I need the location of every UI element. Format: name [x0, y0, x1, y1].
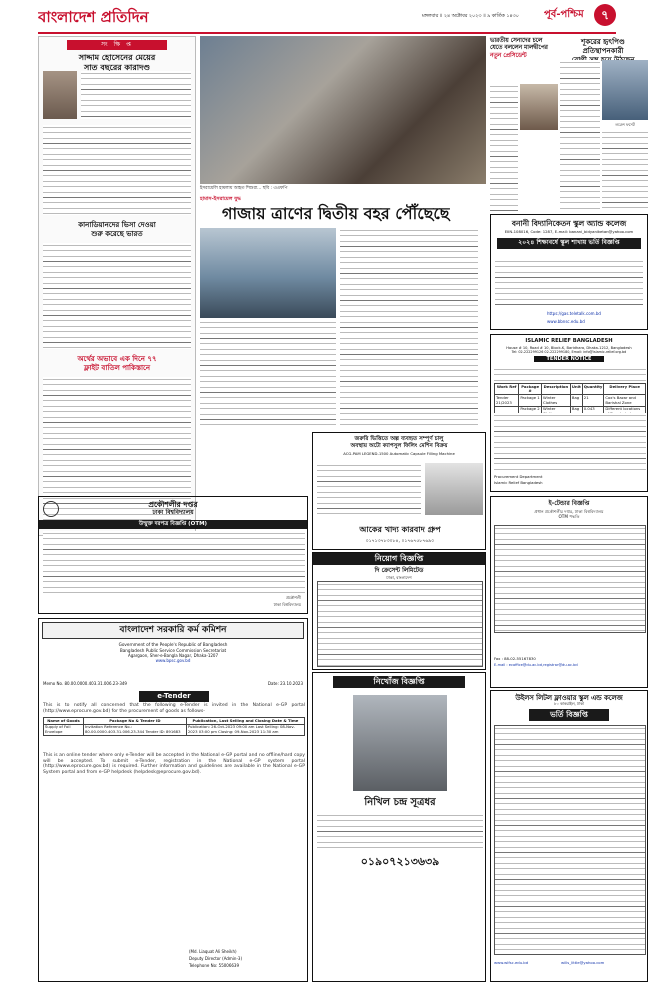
- du-etender-ad: [490, 496, 648, 688]
- table-row: [495, 395, 646, 406]
- flights-headline-line2: ফ্লাইট বাতিল পাকিস্তানে: [84, 364, 150, 372]
- bpsc-cell: Publication: 26-Oct-2023 09:00 am Last Selling: 08-Nov-2023 03:00 pm Closing: 09-Nov-2023 11:30 am: [186, 724, 304, 735]
- maldives-photo: [520, 84, 558, 130]
- bpsc-memo: Memo No. 80.00.0000.403.31.006.23-349: [43, 681, 127, 686]
- irb-cell: Winter: [541, 406, 570, 417]
- du-sign2: ঢাকা বিশ্ববিদ্যালয়: [273, 602, 301, 607]
- etender-title: ই-টেন্ডার বিজ্ঞপ্তি: [548, 500, 590, 507]
- capsule-machine-ad: [312, 432, 486, 550]
- gaza-photo-caption: ইসরায়েলি হামলায় আহত শিশুরা... ছবি : এএফপি: [200, 186, 288, 191]
- maldives-headline-text: ভারতীয় সেনাদের চলে যেতে বললেন মালদ্বীপের: [490, 38, 548, 52]
- bpsc-header2: Bangladesh Public Service Commission Secretariat: [119, 647, 227, 653]
- gaza-truck-photo: [200, 228, 336, 318]
- pig-caption: লরেন্স ফসেট: [615, 122, 635, 127]
- du-banner: উন্মুক্ত দরপত্র বিজ্ঞপ্তি (OTM): [39, 520, 307, 529]
- recruit-table: [317, 581, 483, 667]
- banani-site-link[interactable]: www.bbnsc.edu.bd: [547, 319, 585, 324]
- page-number: ৭: [594, 4, 616, 26]
- irb-col: Work Ref: [495, 384, 519, 395]
- brief-headline-line1: সাদ্দাম হোসেনের মেয়ের: [78, 52, 156, 62]
- akher-text: [317, 463, 421, 519]
- banani-banner: ২০২৪ শিক্ষাবর্ষে স্কুল শাখায় ভর্তি বিজ্ঞপ্তি: [497, 238, 641, 249]
- recruit-ad: [312, 552, 486, 670]
- bpsc-intro: This is to notify all concerned that the following e-Tender is invited in the National e-GP portal (http://www.eprocure.gov.bd) for the procurement of goods as follows-: [43, 703, 305, 714]
- irb-cell: 0.043: [582, 406, 604, 417]
- bpsc-sig2: Deputy Director (Admin-3): [189, 956, 243, 961]
- irb-col: Description: [541, 384, 570, 395]
- masthead-rule: [38, 32, 616, 34]
- akher-banner: জরুরি ভিত্তিতে অল্প ব্যবহৃত সম্পূর্ণ চালু: [354, 436, 444, 442]
- akher-phone: ০১৭১৩৭৮৩০৮৪, ০১৭৬৭৫৮৭৬৯০: [365, 539, 435, 544]
- bpsc-sig3: Telephone No: 55006639: [189, 963, 240, 968]
- irb-sign: Procurement Department: [494, 474, 543, 479]
- recruit-banner: নিয়োগ বিজ্ঞপ্তি: [313, 553, 485, 565]
- bpsc-header3: Agargaon, Sher-e-Bangla Nagar, Dhaka-1207: [127, 652, 219, 658]
- wills-title: উইলস লিটল ফ্লাওয়ার স্কুল এন্ড কলেজ: [515, 694, 623, 702]
- section-name: পূর্ব-পশ্চিম: [544, 9, 584, 20]
- irb-addr: House # 10, Road # 10, Block-K, Baridhara, Dhaka-1212, Bangladesh: [506, 345, 632, 350]
- banani-title: বনানী বিদ্যানিকেতন স্কুল অ্যান্ড কলেজ: [511, 219, 627, 228]
- islamic-relief-ad: [490, 334, 648, 492]
- bpsc-table: [43, 717, 305, 736]
- irb-col: Unit: [570, 384, 582, 395]
- flights-headline-line1: অর্থের অভাবে এক দিনে ৭৭: [77, 355, 157, 363]
- missing-person-ad: [312, 672, 486, 982]
- banani-gov-link[interactable]: https://gas.teletalk.com.bd: [547, 311, 601, 316]
- bpsc-web[interactable]: www.bpsc.gov.bd: [155, 657, 191, 663]
- irb-sign2: Islamic Relief Bangladesh: [494, 480, 543, 485]
- wills-banner: ভর্তি বিজ্ঞপ্তি: [529, 709, 609, 720]
- brief-text-2: [43, 125, 191, 215]
- etender-table: [494, 525, 646, 633]
- brief-headline-line2: সাত বছরের কারাদণ্ড: [83, 62, 151, 72]
- canada-headline-line2: শুরু করেছে ভারত: [91, 230, 143, 238]
- etender-email: E-mail : ecoffice@du.ac.bd,registrar@du.ac.bd: [494, 663, 578, 667]
- akher-brand: আকের খাদ্য কারবাদ গ্রুপ: [359, 525, 441, 534]
- irb-cell: Winter Clothes: [541, 395, 570, 406]
- brief-headline: [39, 53, 195, 73]
- bpsc-header: Government of the People's Republic of Bangladesh: [118, 642, 228, 648]
- bpsc-sig: (Md. Liaquat Ali Sheikh): [189, 949, 237, 954]
- wills-table: [494, 725, 646, 955]
- newspaper-logo: বাংলাদেশ প্রতিদিন: [38, 8, 149, 26]
- bpsc-banner: e-Tender: [139, 691, 209, 702]
- recruit-note: ঢাকা, বাংলাদেশ: [386, 574, 412, 580]
- bpsc-cell: Supply of Foil Envelope: [44, 724, 84, 735]
- irb-cell: Bag: [570, 395, 582, 406]
- maldives-text: [490, 84, 518, 214]
- wills-addr: ৮০ কাকরাইল, ঢাকা: [554, 701, 584, 707]
- irb-cell: Different locations: [604, 406, 646, 417]
- irb-cell: Package 2: [519, 406, 542, 417]
- gaza-subhead: হামাস-ইসরায়েল যুদ্ধ: [200, 196, 241, 202]
- pig-headline-line1: শূকরের হৃৎপিণ্ড প্রতিস্থাপনকারী: [581, 38, 625, 55]
- etender-sub: OTM পদ্ধতি: [558, 513, 580, 519]
- pig-photo: [602, 60, 648, 120]
- wills-email-link[interactable]: wills_little@yahoo.com: [561, 960, 605, 965]
- irb-col: Quantity: [582, 384, 604, 395]
- missing-name: নিখিল চন্দ্র সূত্রধর: [364, 797, 436, 808]
- gaza-main-photo: [200, 36, 486, 184]
- recruit-company: দি ক্রেসেন্ট লিমিটেড: [374, 567, 424, 574]
- bpsc-col: Publication, Last Selling and Closing Date & Time: [186, 718, 304, 725]
- etender-fax: Fax : 88-02-55167830: [494, 656, 536, 661]
- etender-ref: প্রধান প্রকৌশলীর দপ্তর, ঢাকা বিশ্ববিদ্যালয়: [534, 508, 604, 514]
- irb-intro: [494, 367, 646, 381]
- missing-phone: ০১৯০৭২১৩৬৩৯: [360, 855, 440, 868]
- wills-school-ad: [490, 690, 648, 982]
- irb-cell: 21: [582, 395, 604, 406]
- gaza-text-1: [200, 320, 336, 426]
- irb-cell: Package 1: [519, 395, 542, 406]
- capsule-machine-photo: [425, 463, 483, 515]
- flights-headline: [43, 355, 191, 373]
- pig-text-2: [602, 130, 648, 210]
- wills-site-link[interactable]: www.wlfsc.edu.bd: [494, 960, 529, 965]
- masthead: [38, 4, 616, 30]
- bpsc-etender-ad: [38, 618, 308, 982]
- irb-col: Delivery Place: [604, 384, 646, 395]
- banani-school-ad: [490, 214, 648, 330]
- banani-addr: EIIN-108016, Code: 1287, E-mail: banani_bidyaniketan@yahoo.com: [504, 229, 634, 235]
- du-text: [43, 531, 305, 593]
- irb-notice: TENDER NOTICE: [534, 356, 604, 362]
- missing-text: [317, 813, 483, 849]
- brief-box: [38, 36, 196, 536]
- akher-line2: অবস্থায় অটো ক্যাপসুল ফিলিং মেশিন বিক্রয়: [350, 442, 448, 449]
- gaza-headline: গাজায় ত্রাণের দ্বিতীয় বহর পৌঁছেছে: [222, 204, 450, 223]
- banani-text: [495, 259, 643, 309]
- issue-date: মঙ্গলবার ॥ ২৪ অক্টোবর ২০২৩ ॥ ৯ কার্তিক ১৪৩০: [422, 14, 519, 19]
- maldives-headline: [490, 38, 552, 60]
- irb-col: Package #: [519, 384, 542, 395]
- pig-text: [560, 60, 600, 210]
- bpsc-banner-bn: বাংলাদেশ সরকারি কর্ম কমিশন: [42, 622, 304, 639]
- irb-cell: Cox's Bazar and Barishal Zone: [604, 395, 646, 406]
- maldives-headline-text2: নতুন প্রেসিডেন্ট: [490, 52, 527, 59]
- akher-model: ACG-PAM LEGEND-1500 Automatic Capsule Filling Machine: [343, 450, 455, 456]
- irb-body: [494, 413, 646, 471]
- du-office: প্রকৌশলীর দপ্তর: [148, 500, 198, 509]
- du-logo-icon: [43, 501, 59, 517]
- irb-tel: Tel: 02-222299126 02-222299180, Email: info@islamic-relief.org.bd: [511, 349, 627, 354]
- missing-banner: নিখোঁজ বিজ্ঞপ্তি: [333, 676, 465, 688]
- irb-cell: Tender 21/2023: [495, 395, 519, 406]
- bpsc-col: Package No & Tender ID: [84, 718, 187, 725]
- brief-photo: [43, 71, 77, 119]
- canada-text: [43, 243, 191, 349]
- table-row: [44, 724, 305, 735]
- irb-cell: Bag: [570, 406, 582, 417]
- canada-headline: [43, 221, 191, 239]
- du-otm-ad: [38, 496, 308, 614]
- du-uni: ঢাকা বিশ্ববিদ্যালয়: [152, 509, 194, 517]
- brief-label: সং ক্ষি প্ত: [67, 40, 167, 50]
- irb-name: ISLAMIC RELIEF BANGLADESH: [525, 338, 613, 344]
- bpsc-cell: Invitation Reference No.: 80.00.0000.403.31.006.23-344 Tender ID: 891683: [84, 724, 187, 735]
- bpsc-date: Date: 23.10.2023: [267, 681, 303, 686]
- bpsc-para: This is an online tender where only e-Tender will be accepted in the National e-GP portal and no offline/hard copy will be accepted. To submit e-Tender, registration in the National e-GP system portal (http://www.eprocure.gov.bd) is required. Further information and guidelines are available in the National e-GP System portal and from e-GP helpdesk (helpdesk@eprocure.gov.bd).: [43, 753, 305, 775]
- gaza-text-2: [340, 228, 478, 428]
- brief-text: [81, 71, 191, 119]
- bpsc-col: Name of Goods: [44, 718, 84, 725]
- missing-person-photo: [353, 695, 447, 791]
- du-sign: প্রকৌশলী: [285, 595, 301, 600]
- canada-headline-line1: কানাডিয়ানদের ভিসা দেওয়া: [78, 221, 156, 229]
